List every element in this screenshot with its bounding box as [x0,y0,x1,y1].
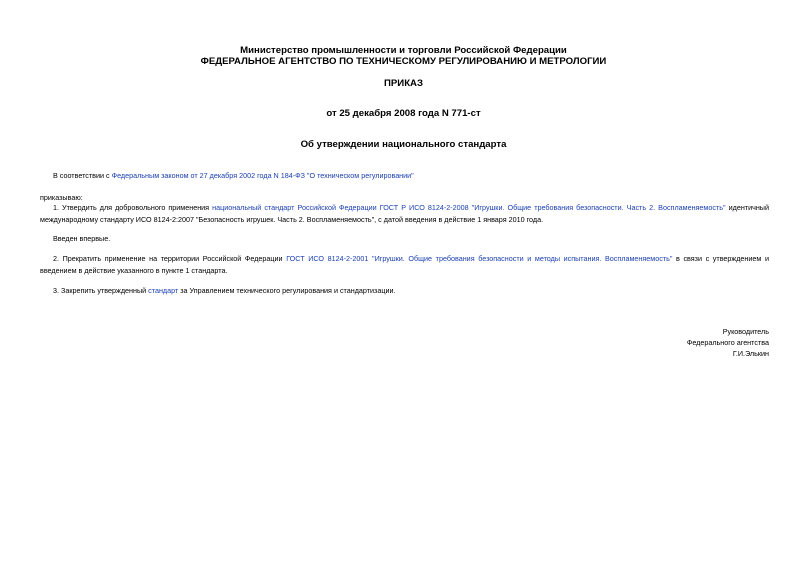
agency-heading: ФЕДЕРАЛЬНОЕ АГЕНТСТВО ПО ТЕХНИЧЕСКОМУ РЕГУЛИРОВАНИЮ И МЕТРОЛОГИИ [200,56,607,67]
signature-title-2: Федерального агентства [686,338,769,347]
doc-type-heading: ПРИКАЗ [384,78,423,89]
preamble-text: В соответствии с [53,171,112,180]
item-3-text: 3. Закрепить утвержденный [53,286,149,295]
item-2-paragraph [40,253,769,277]
item-2-text-after: в связи с утверждением и введением в действие указанного в пункте 1 стандарта. [40,254,769,275]
item-3-paragraph [40,285,769,297]
item-1-text-after: идентичный международному стандарту ИСО 8124-2:2007 "Безопасность игрушек. Часть 2. Воспламеняемость", с датой введения в действие 1 января 2010 года. [40,203,769,224]
item-3-text-after: за Управлением технического регулирования и стандартизации. [178,286,396,295]
signature-block [687,326,769,359]
signature-title-1: Руководитель [722,327,769,336]
subject-heading: Об утверждении национального стандарта [300,139,507,150]
note-new-paragraph: Введен впервые. [53,234,111,243]
gost-iso-8124-2-2001-link[interactable]: ГОСТ ИСО 8124-2-2001 "Игрушки. Общие требования безопасности и методы испытания. Воспламеняемость" [286,254,673,263]
item-2-text: 2. Прекратить применение на территории Российской Федерации [53,254,287,263]
order-word: приказываю: [40,193,83,202]
item-1-paragraph [40,202,769,226]
preamble-paragraph [40,170,769,182]
item-1-text: 1. Утвердить для добровольного применения [53,203,213,212]
ministry-heading: Министерство промышленности и торговли Российской Федерации [240,45,567,56]
date-number-heading: от 25 декабря 2008 года N 771-ст [326,108,481,119]
gost-r-iso-8124-2-2008-link[interactable]: национальный стандарт Российской Федерации ГОСТ Р ИСО 8124-2-2008 "Игрушки. Общие требования безопасности. Часть 2. Воспламеняемость" [212,203,726,212]
federal-law-link[interactable]: Федеральным законом от 27 декабря 2002 года N 184-ФЗ "О техническом регулировании" [111,171,414,180]
signature-name: Г.И.Элькин [732,349,769,358]
standard-link[interactable]: стандарт [148,286,179,295]
